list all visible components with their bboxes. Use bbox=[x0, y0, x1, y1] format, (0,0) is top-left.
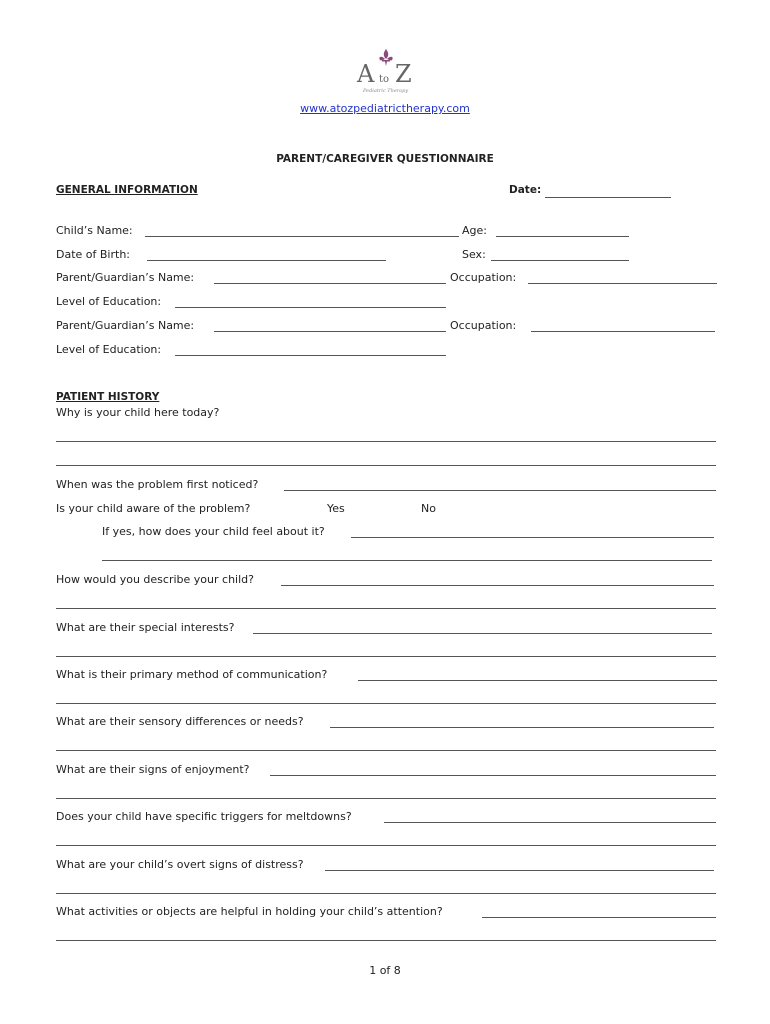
answer-line-interests-1[interactable] bbox=[253, 633, 712, 634]
question-aware: Is your child aware of the problem? bbox=[56, 502, 251, 515]
answer-line-attention-2[interactable] bbox=[56, 940, 716, 941]
parent2-name-field[interactable] bbox=[214, 331, 446, 332]
question-sensory: What are their sensory differences or needs? bbox=[56, 715, 304, 728]
dob-field[interactable] bbox=[147, 260, 386, 261]
answer-line-interests-2[interactable] bbox=[56, 656, 716, 657]
date-label: Date: bbox=[509, 184, 542, 196]
child-name-field[interactable] bbox=[145, 236, 459, 237]
occupation2-field[interactable] bbox=[531, 331, 715, 332]
parent2-name-label: Parent/Guardian’s Name: bbox=[56, 319, 195, 332]
education1-field[interactable] bbox=[175, 307, 446, 308]
sex-label: Sex: bbox=[462, 248, 486, 261]
parent1-name-label: Parent/Guardian’s Name: bbox=[56, 271, 195, 284]
date-field[interactable] bbox=[545, 197, 671, 198]
question-enjoyment: What are their signs of enjoyment? bbox=[56, 763, 250, 776]
answer-line-sensory-1[interactable] bbox=[330, 727, 714, 728]
answer-line-describe-2[interactable] bbox=[56, 608, 716, 609]
answer-line-distress-1[interactable] bbox=[325, 870, 714, 871]
education2-label: Level of Education: bbox=[56, 343, 162, 356]
age-field[interactable] bbox=[496, 236, 629, 237]
occupation1-field[interactable] bbox=[528, 283, 717, 284]
answer-line-feel-2[interactable] bbox=[102, 560, 712, 561]
option-no[interactable]: No bbox=[421, 502, 436, 515]
option-yes[interactable]: Yes bbox=[327, 502, 345, 515]
child-name-label: Child’s Name: bbox=[56, 224, 133, 237]
answer-line-why-2[interactable] bbox=[56, 465, 716, 466]
education2-field[interactable] bbox=[175, 355, 446, 356]
answer-line-first-noticed[interactable] bbox=[284, 490, 716, 491]
occupation2-label: Occupation: bbox=[450, 319, 517, 332]
answer-line-sensory-2[interactable] bbox=[56, 750, 716, 751]
answer-line-triggers-2[interactable] bbox=[56, 845, 716, 846]
answer-line-attention-1[interactable] bbox=[482, 917, 716, 918]
logo-letter-z: Z bbox=[395, 60, 412, 88]
question-communication: What is their primary method of communication? bbox=[56, 668, 328, 681]
logo-tagline: Pediatric Therapy bbox=[363, 88, 409, 94]
answer-line-enjoyment-2[interactable] bbox=[56, 798, 716, 799]
question-attention: What activities or objects are helpful in holding your child’s attention? bbox=[56, 905, 443, 918]
fleur-de-lis-icon bbox=[377, 48, 395, 68]
question-triggers: Does your child have specific triggers for meltdowns? bbox=[56, 810, 352, 823]
sex-field[interactable] bbox=[491, 260, 629, 261]
website-link[interactable]: www.atozpediatrictherapy.com bbox=[300, 102, 470, 115]
question-first-noticed: When was the problem first noticed? bbox=[56, 478, 259, 491]
answer-line-feel-1[interactable] bbox=[351, 537, 714, 538]
question-interests: What are their special interests? bbox=[56, 621, 235, 634]
question-feel: If yes, how does your child feel about it? bbox=[102, 525, 325, 538]
atoz-logo bbox=[349, 48, 425, 98]
patient-history-heading: PATIENT HISTORY bbox=[56, 391, 160, 403]
dob-label: Date of Birth: bbox=[56, 248, 131, 261]
general-information-heading: GENERAL INFORMATION bbox=[56, 184, 198, 196]
age-label: Age: bbox=[462, 224, 487, 237]
answer-line-describe-1[interactable] bbox=[281, 585, 714, 586]
answer-line-why-1[interactable] bbox=[56, 441, 716, 442]
answer-line-triggers-1[interactable] bbox=[384, 822, 716, 823]
page-number: 1 of 8 bbox=[369, 964, 401, 977]
answer-line-communication-1[interactable] bbox=[358, 680, 717, 681]
page-title: PARENT/CAREGIVER QUESTIONNAIRE bbox=[276, 153, 494, 165]
logo-letter-a: A bbox=[357, 60, 375, 88]
logo-to: to bbox=[379, 74, 390, 85]
question-why-here: Why is your child here today? bbox=[56, 406, 220, 419]
parent1-name-field[interactable] bbox=[214, 283, 446, 284]
occupation1-label: Occupation: bbox=[450, 271, 517, 284]
answer-line-distress-2[interactable] bbox=[56, 893, 716, 894]
answer-line-enjoyment-1[interactable] bbox=[270, 775, 716, 776]
education1-label: Level of Education: bbox=[56, 295, 162, 308]
question-describe: How would you describe your child? bbox=[56, 573, 254, 586]
answer-line-communication-2[interactable] bbox=[56, 703, 716, 704]
question-distress: What are your child’s overt signs of distress? bbox=[56, 858, 304, 871]
